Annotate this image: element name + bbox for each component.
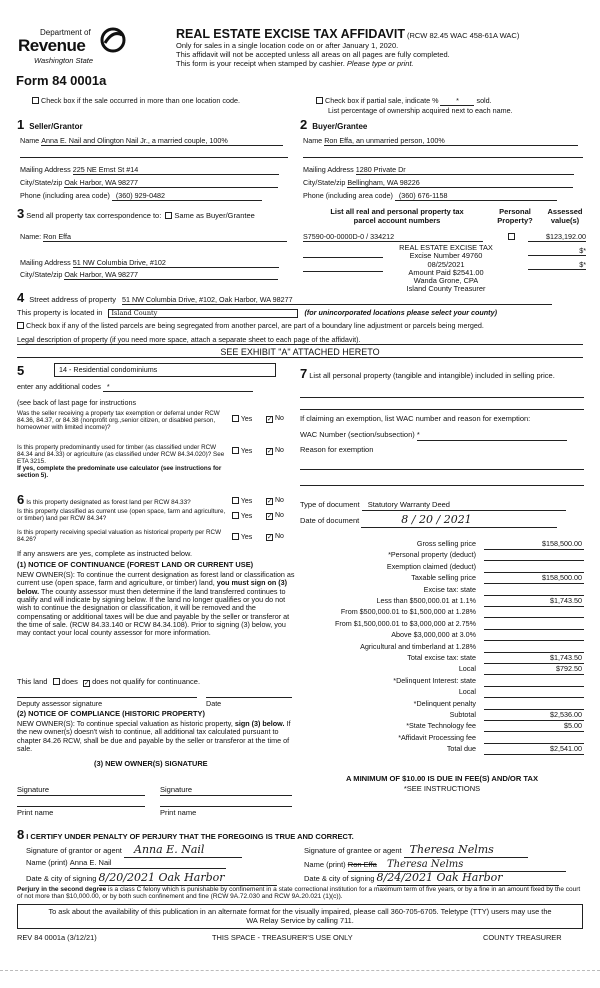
footer-right: COUNTY TREASURER — [483, 933, 562, 942]
sec6-q3-yes-checkbox[interactable] — [232, 533, 239, 540]
fee-label: Less than $500,000.01 at 1.1% — [376, 596, 476, 605]
grantee-print-row — [304, 859, 566, 872]
certify-statement: I CERTIFY UNDER PENALTY OF PERJURY THAT THE FOREGOING IS TRUE AND CORRECT. — [26, 832, 354, 841]
correspondence-city-row — [20, 271, 288, 280]
county-select[interactable]: Island County — [108, 309, 298, 318]
header-line-3a: This form is your receipt when stamped by cashier. — [176, 58, 345, 68]
buyer-name-label: Name — [303, 136, 323, 145]
seller-phone-row — [20, 192, 288, 201]
sec6-if-yes: If any answers are yes, complete as instructed below. — [17, 549, 192, 558]
parcel-number-blank-3[interactable] — [303, 271, 383, 272]
fee-value[interactable] — [484, 620, 584, 630]
this-land-row — [17, 678, 200, 687]
assessed-header-line2: value(s) — [550, 215, 580, 225]
fee-value[interactable]: $1,743.50 — [484, 597, 584, 607]
n2-body-c: If the new owner(s) doesn't wish to continue, all additional tax calculated pursuant to chapter 84.26 RCW, shall be due and payable by the seller or transferor at the time of sale. — [17, 719, 291, 754]
buyer-city-field[interactable]: Bellingham, WA 98226 — [347, 179, 573, 188]
buyer-mail-label: Mailing Address — [303, 165, 354, 174]
county-label: This property is located in — [17, 308, 103, 317]
partial-sale-label: Check box if partial sale, indicate % — [325, 96, 439, 105]
fee-value[interactable] — [484, 563, 584, 573]
perjury-notice — [17, 886, 583, 901]
buyer-phone-label: Phone (including area code) — [303, 191, 393, 200]
footer-rev: REV 84 0001a (3/12/21) — [17, 933, 97, 942]
sec5-q2b: If yes, complete the predominate use calculator (see instructions for section 5). — [17, 465, 222, 479]
multi-location-label: Check box if the sale occurred in more than one location code. — [41, 96, 240, 105]
correspondence-section-number: 3 — [17, 206, 25, 221]
street-section-number: 4 — [17, 290, 25, 305]
seller-name-row — [20, 137, 288, 146]
parcel-number-field[interactable]: S7590-00-0000D-0 / 334212 — [303, 233, 483, 242]
partial-sale-row — [316, 97, 492, 106]
seller-city-field[interactable]: Oak Harbor, WA 98277 — [64, 179, 278, 188]
sec6-q2-no — [266, 512, 284, 520]
street-label: Street address of property — [29, 295, 116, 304]
stamp-line-1: REAL ESTATE EXCISE TAX — [399, 243, 493, 252]
notice-continuance-title: (1) NOTICE OF CONTINUANCE (FOREST LAND OR CURRENT USE) — [17, 560, 254, 569]
see-back-note: (see back of last page for instructions — [17, 398, 137, 407]
legal-description-label: Legal description of property (if you need more space, attach a separate sheet to each page of the affidavit). — [17, 336, 583, 345]
county-row — [17, 309, 497, 318]
notice-compliance-title: (2) NOTICE OF COMPLIANCE (HISTORIC PROPERTY) — [17, 709, 205, 718]
header-line-1: Only for sales in a single location code on or after January 1, 2020. — [176, 41, 399, 51]
form-number: Form 84 0001a — [16, 73, 107, 88]
header-line-2: This affidavit will not be accepted unless all areas on all pages are fully completed. — [176, 50, 450, 59]
fee-value[interactable] — [484, 688, 584, 698]
street-row — [17, 291, 552, 306]
grantee-date-label: Date & city of signing — [304, 874, 375, 883]
fee-row — [300, 574, 584, 585]
see-instructions-note: *SEE INSTRUCTIONS — [403, 784, 481, 793]
buyer-title: Buyer/Grantee — [312, 122, 368, 131]
notice-compliance-body — [17, 720, 297, 753]
grantor-signature-field[interactable]: Anna E. Nail — [124, 844, 242, 858]
owner-print-2-line[interactable] — [160, 806, 292, 807]
grantor-date-label: Date & city of signing — [26, 874, 97, 883]
correspondence-name-field[interactable]: Ron Effa — [43, 233, 287, 242]
grantee-date-row — [304, 872, 559, 886]
fee-label: Agricultural and timberland at 1.28% — [360, 641, 476, 651]
bottom-cut-line — [0, 970, 600, 971]
stamp-line-2: Excise Number 49760 — [409, 251, 483, 261]
minimum-fee-note: A MINIMUM OF $10.00 IS DUE IN FEE(S) AND/OR TAX — [345, 774, 539, 783]
fee-label: *Delinquent Interest: state — [393, 675, 476, 685]
fees-table — [300, 540, 584, 756]
fee-value[interactable]: $158,500.00 — [484, 574, 584, 584]
form-citation: (RCW 82.45 WAC 458-61A WAC) — [406, 31, 520, 40]
use-code-row — [17, 364, 24, 379]
sec7-title: List all personal property (tangible and intangible) included in selling price. — [309, 371, 555, 380]
sec6-q2-no-label: No — [274, 512, 284, 519]
fee-row — [300, 722, 584, 733]
fee-row — [300, 665, 584, 676]
buyer-section-number: 2 — [300, 117, 308, 132]
owner-signature-2-label: Signature — [160, 785, 193, 794]
grantor-date-row — [26, 872, 277, 886]
stamp-line-3: 08/25/2021 — [427, 259, 465, 269]
sec8-number: 8 — [17, 827, 25, 842]
sec5-q2-yes-label: Yes — [240, 448, 253, 455]
additional-codes-field[interactable]: * — [103, 383, 253, 392]
this-land-label: This land — [17, 677, 48, 686]
buyer-phone-field[interactable]: (360) 676-1158 — [395, 192, 557, 201]
stamp-line-6: Island County Treasurer — [406, 284, 486, 294]
buyer-name-blank-line[interactable] — [303, 157, 583, 158]
certify-row — [17, 828, 354, 843]
revenue-logo — [18, 26, 130, 76]
land-does-not-checkbox[interactable]: ✓ — [83, 680, 90, 687]
doc-date-field[interactable]: 8 / 20 / 2021 — [361, 514, 557, 528]
assessor-date-label: Date — [206, 699, 222, 708]
owner-signature-2-line[interactable] — [160, 795, 292, 796]
fee-label: Total excise tax: state — [407, 653, 476, 662]
fee-label: Excise tax: state — [423, 584, 476, 594]
doc-type-field[interactable]: Statutory Warranty Deed — [362, 501, 566, 511]
personal-property-line-2[interactable] — [300, 409, 584, 410]
correspondence-city-field[interactable]: Oak Harbor, WA 98277 — [64, 271, 278, 280]
perjury-bold: Perjury in the second degree — [17, 886, 107, 893]
treasurer-stamp — [378, 244, 514, 294]
personal-header-line1: Personal — [499, 207, 531, 216]
sec6-q3-no — [266, 533, 284, 541]
sec6-q3: Is this property receiving special valuation as historical property per RCW 84.26? — [17, 529, 222, 543]
owner-signature-1-line[interactable] — [17, 795, 145, 796]
sec5-q1-yes — [232, 415, 252, 424]
fee-label: *Personal property (deduct) — [388, 550, 476, 560]
grantor-date-field[interactable]: 8/20/2021 Oak Harbor — [99, 872, 277, 886]
footer-middle: THIS SPACE - TREASURER'S USE ONLY — [212, 933, 353, 942]
stamp-line-5: Wanda Grone, CPA — [413, 276, 479, 286]
parcel-header — [302, 208, 492, 225]
doc-type-row — [300, 501, 566, 511]
correspondence-mail-row — [20, 259, 288, 268]
use-code-select[interactable] — [54, 363, 276, 377]
assessor-signature-label: Deputy assessor signature — [17, 699, 103, 708]
grantee-print-label: Name (print) — [304, 860, 346, 869]
fee-value[interactable] — [484, 734, 584, 744]
same-as-buyer-checkbox[interactable] — [165, 212, 172, 219]
seller-phone-field[interactable]: (360) 929-0482 — [112, 192, 262, 201]
stamp-line-4: Amount Paid $2541.00 — [408, 267, 484, 277]
reason-line-2[interactable] — [300, 485, 584, 486]
doc-date-label: Date of document — [300, 516, 360, 525]
street-address-field[interactable]: 51 NW Columbia Drive, #102, Oak Harbor, WA 98277 — [122, 296, 552, 305]
sec6-q2-yes-checkbox[interactable] — [232, 512, 239, 519]
fee-row — [300, 608, 584, 619]
perjury-text: is a class C felony which is punishable by confinement in a state correctional institution for a maximum term of five years, or by a fine in an amount fixed by the court of not more than $10,000.00, or by both such confinement and fine (RCW 9A.72.030 and RCW 9A.20.021 (1)(c)). — [17, 886, 581, 901]
fee-label: Subtotal — [449, 710, 476, 719]
parcel-personal-checkbox-cell — [508, 233, 515, 241]
sec6-q3-no-checkbox[interactable]: ✓ — [267, 534, 273, 541]
sec5-q1: Was the seller receiving a property tax exemption or deferral under RCW 84.36, 84.37, or 84.38 (nonprofit org.,senior citizen, or disabled person, homeowner with limited income)? — [17, 410, 220, 431]
fee-label: Total due — [446, 744, 476, 754]
correspondence-heading — [17, 207, 255, 222]
parcel-value-field[interactable]: $123,192.00 — [528, 233, 586, 242]
seller-section-number: 1 — [17, 117, 25, 132]
land-does-not-label: does not qualify for continuance. — [92, 677, 201, 686]
fee-label: From $500,000.01 to $1,500,000 at 1.28% — [340, 607, 476, 617]
fee-row — [300, 700, 584, 711]
fee-value[interactable]: $5.00 — [484, 722, 584, 732]
fee-value[interactable] — [484, 643, 584, 653]
personal-header-line2: Property? — [497, 215, 533, 225]
correspondence-name-label: Name: — [20, 232, 42, 241]
buyer-mail-row — [303, 166, 583, 175]
seller-heading — [17, 118, 83, 133]
fee-label: Local — [458, 664, 476, 674]
multi-location-checkbox[interactable] — [32, 97, 39, 104]
logo-state: Washington State — [34, 56, 94, 65]
seller-name-blank-line[interactable] — [20, 157, 288, 158]
reason-label: Reason for exemption — [300, 445, 374, 454]
assessed-header-line1: Assessed — [547, 207, 583, 216]
use-code-value: 14 - Residential condominiums — [59, 365, 158, 374]
fee-label: Above $3,000,000 at 3.0% — [391, 630, 476, 640]
sec5-q1-no — [266, 415, 284, 423]
n1-body-b: you must sign on (3) below. — [17, 578, 288, 596]
partial-sale-sold: sold. — [476, 96, 492, 105]
land-does-checkbox[interactable] — [53, 678, 60, 685]
n2-body-b: sign (3) below. — [234, 719, 285, 728]
fee-value[interactable] — [484, 608, 584, 618]
form-header — [176, 27, 596, 68]
sec5-q2-no-label: No — [274, 447, 284, 454]
fee-label: Gross selling price — [416, 539, 476, 548]
header-line-3b: Please type or print. — [346, 58, 414, 68]
owner-print-2-label: Print name — [160, 808, 197, 817]
buyer-city-label: City/State/zip — [303, 178, 346, 187]
grantee-print-struck: Ron Effa — [347, 860, 377, 869]
correspondence-city-label: City/State/zip — [20, 270, 63, 279]
fee-value[interactable] — [484, 631, 584, 641]
county-note: (for unincorporated locations please select your county) — [304, 308, 497, 317]
fee-label: Taxable selling price — [411, 573, 476, 583]
correspondence-mail-field[interactable]: 51 NW Columbia Drive, #102 — [73, 259, 279, 268]
partial-sale-percent[interactable]: * — [440, 97, 474, 106]
new-owner-signature-title: (3) NEW OWNER(S) SIGNATURE — [94, 759, 208, 768]
additional-codes-row — [17, 383, 253, 392]
buyer-phone-row — [303, 192, 583, 201]
wac-field[interactable]: * — [417, 431, 567, 441]
partial-sale-note: List percentage of ownership acquired next to each name. — [328, 106, 513, 115]
grantee-date-field[interactable]: 8/24/2021 Oak Harbor — [377, 872, 559, 886]
sec6-q3-yes — [232, 533, 252, 542]
fee-label: *Delinquent penalty — [413, 698, 476, 708]
fee-value[interactable] — [484, 700, 584, 710]
sec6-q1-yes — [232, 497, 252, 506]
segregated-row — [17, 322, 484, 330]
grantee-signature-label: Signature of grantee or agent — [304, 846, 402, 855]
logo-swoosh-icon — [100, 26, 126, 54]
sec5-q2-yes-checkbox[interactable] — [232, 447, 239, 454]
same-as-buyer-label: Same as Buyer/Grantee — [174, 211, 255, 220]
fee-value[interactable] — [484, 586, 584, 596]
additional-codes-label: enter any additional codes — [17, 382, 101, 391]
segregated-checkbox[interactable] — [17, 322, 24, 329]
sec7-number: 7 — [300, 366, 308, 381]
fee-label: *Affidavit Processing fee — [398, 732, 476, 742]
owner-print-1-label: Print name — [17, 808, 54, 817]
personal-property-header — [494, 208, 536, 225]
sec6-number: 6 — [17, 492, 25, 507]
form-title: REAL ESTATE EXCISE TAX AFFIDAVIT — [176, 27, 405, 41]
wac-row — [300, 431, 567, 441]
fee-row — [300, 745, 584, 756]
seller-mail-label: Mailing Address — [20, 165, 71, 174]
sec5-q1-yes-checkbox[interactable] — [232, 415, 239, 422]
sec6-q1-yes-checkbox[interactable] — [232, 497, 239, 504]
fee-value[interactable]: $158,500.00 — [484, 540, 584, 550]
seller-city-row — [20, 179, 288, 188]
notice-continuance-body — [17, 571, 297, 638]
sec5-q2: Is this property predominantly used for timber (as classified under RCW 84.34 and 84.33) or agriculture (as classified under RCW 84.34.020)? See ETA 3215. — [17, 444, 225, 465]
fee-row — [300, 688, 584, 699]
sec5-number: 5 — [17, 363, 25, 378]
assessor-signature-line[interactable] — [17, 697, 197, 698]
sec7-heading — [300, 367, 584, 382]
grantor-print-row — [26, 859, 226, 869]
sec5-q2-no-checkbox[interactable]: ✓ — [267, 448, 273, 455]
doc-type-label: Type of document — [300, 500, 360, 509]
fee-label: From $1,500,000.01 to $3,000,000 at 2.75% — [334, 618, 476, 628]
grantee-signature-field[interactable]: Theresa Nelms — [404, 844, 528, 858]
seller-mail-field[interactable]: 225 NE Ernst St #14 — [73, 166, 279, 175]
owner-print-1-line[interactable] — [17, 806, 145, 807]
sec6-q1-yes-label: Yes — [240, 498, 253, 505]
fee-row — [300, 734, 584, 745]
parcel-value-2[interactable]: $* — [528, 247, 586, 256]
sec5-q1-yes-label: Yes — [240, 416, 253, 423]
sec6-q2: Is this property classified as current use (open space, farm and agriculture, or timber) land per RCW 84.34? — [17, 508, 226, 522]
seller-name-label: Name — [20, 136, 40, 145]
sec5-q2-no — [266, 447, 284, 455]
fee-row — [300, 677, 584, 688]
exemption-question: If claiming an exemption, list WAC number and reason for exemption: — [300, 414, 531, 423]
sec6-q1-no-label: No — [274, 497, 284, 504]
fee-value[interactable]: $792.50 — [484, 665, 584, 675]
sec5-q1-no-label: No — [274, 415, 284, 422]
sec6-q1-row — [17, 493, 191, 508]
seller-mail-row — [20, 166, 288, 175]
buyer-city-row — [303, 179, 583, 188]
fee-value[interactable]: $2,536.00 — [484, 711, 584, 721]
partial-sale-checkbox[interactable] — [316, 97, 323, 104]
buyer-heading — [300, 118, 367, 133]
logo-dept-line: Department of — [40, 28, 91, 37]
parcel-header-line2: parcel account numbers — [353, 215, 441, 225]
sec6-q1-no — [266, 497, 284, 505]
seller-title: Seller/Grantor — [29, 122, 83, 131]
fee-row — [300, 654, 584, 665]
fee-value[interactable]: $1,743.50 — [484, 654, 584, 664]
doc-date-row — [300, 514, 557, 528]
buyer-mail-field[interactable]: 1280 Private Dr — [356, 166, 574, 175]
grantee-print-field[interactable] — [348, 859, 566, 872]
grantee-signature-row — [304, 844, 528, 858]
seller-phone-label: Phone (including area code) — [20, 191, 110, 200]
parcel-number-blank-2[interactable] — [303, 257, 383, 258]
sec6-q2-no-checkbox[interactable]: ✓ — [267, 513, 273, 520]
sec5-q1-no-checkbox[interactable]: ✓ — [267, 416, 273, 423]
sec6-q2-yes-label: Yes — [240, 513, 253, 520]
correspondence-title: Send all property tax correspondence to: — [26, 211, 162, 220]
fee-value[interactable] — [484, 677, 584, 687]
parcel-value-3[interactable]: $* — [528, 261, 586, 270]
n1-body-c: The county assessor must then determine if the land transferred continues to qualify and will indicate by signing below. If the land no longer qualifies or you do not wish to continue the designation or classification, it will be removed and the compensating or additional taxes will be due and payable by the seller or transferor at the time of sale. (RCW 84.33.140 or RCW 84.34.108). Prior to signing (3) below, you may contact your local county assessor for more information. — [17, 586, 290, 638]
fee-label: *State Technology fee — [406, 721, 476, 731]
accessibility-box — [17, 904, 583, 929]
sec6-q1-no-checkbox[interactable]: ✓ — [267, 498, 273, 505]
grantee-print-handwritten: Theresa Nelms — [386, 859, 464, 870]
parcel-header-line1: List all real and personal property tax — [330, 207, 464, 216]
buyer-name-field[interactable]: Ron Effa, an unmarried person, 100% — [324, 137, 578, 146]
sec6-q2-yes — [232, 512, 252, 521]
personal-property-checkbox[interactable] — [508, 233, 515, 240]
assessed-value-header — [540, 208, 590, 225]
grantor-print-label: Name (print) — [26, 858, 68, 867]
n1-body-a: NEW OWNER(S): To continue the current designation as forest land or classification as current use (open space, farm and agriculture, or timber) land, — [17, 570, 295, 588]
correspondence-name-row — [20, 233, 288, 242]
fee-label: Exemption claimed (deduct) — [386, 561, 476, 571]
sec6-q3-yes-label: Yes — [240, 534, 253, 541]
n2-body-a: NEW OWNER(S): To continue special valuation as historic property, — [17, 719, 233, 728]
fee-value[interactable] — [484, 551, 584, 561]
fee-row — [300, 551, 584, 562]
reason-line-1[interactable] — [300, 469, 584, 470]
personal-property-line-1[interactable] — [300, 397, 584, 398]
correspondence-mail-label: Mailing Address — [20, 258, 71, 267]
grantor-signature-row — [26, 844, 242, 858]
wac-label: WAC Number (section/subsection) — [300, 430, 415, 439]
buyer-name-row — [303, 137, 583, 146]
sec5-q2-yes — [232, 447, 252, 456]
assessor-date-line[interactable] — [206, 697, 292, 698]
segregated-label: Check box if any of the listed parcels are being segregated from another parcel, are part of a boundary line adjustment or parcels being merged. — [26, 321, 484, 330]
logo-revenue: Revenue — [18, 36, 86, 55]
sec6-q3-no-label: No — [274, 533, 284, 540]
land-does-label: does — [61, 677, 78, 686]
grantor-signature-label: Signature of grantor or agent — [26, 846, 122, 855]
owner-signature-1-label: Signature — [17, 785, 50, 794]
multi-location-row — [32, 97, 240, 105]
accessibility-text: To ask about the availability of this publication in an alternate format for the visually impaired, please call 360-705-6705. Teletype (TTY) users may use the WA Relay Service by calling 711. — [48, 907, 552, 925]
fee-row — [300, 631, 584, 642]
seller-name-field[interactable]: Anna E. Nail and Olington Nail Jr., a married couple, 100% — [41, 137, 283, 146]
seller-city-label: City/State/zip — [20, 178, 63, 187]
fee-label: Local — [458, 687, 476, 697]
grantor-print-field[interactable]: Anna E. Nail — [70, 859, 226, 869]
sec6-q1: Is this property designated as forest land per RCW 84.33? — [26, 499, 191, 506]
legal-description-field[interactable]: SEE EXHIBIT "A" ATTACHED HERETO — [17, 347, 583, 358]
fee-value[interactable]: $2,541.00 — [484, 745, 584, 755]
